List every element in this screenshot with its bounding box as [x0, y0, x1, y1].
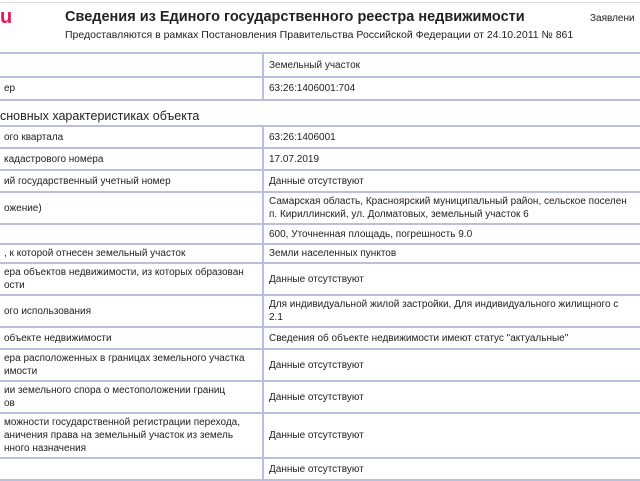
- value-line: 17.07.2019: [269, 153, 320, 165]
- row-value: [263, 148, 640, 170]
- page-title: Сведения из Единого государственного реестра недвижимости: [65, 9, 525, 25]
- label-line: ера расположенных в границах земельного участка: [4, 353, 245, 364]
- table-row: [0, 244, 640, 263]
- value-line: 600, Уточненная площадь, погрешность 9.0: [269, 228, 473, 240]
- row-value: [263, 413, 640, 458]
- row-label: [0, 381, 263, 413]
- label-line: [4, 228, 258, 241]
- table-row: [0, 263, 640, 295]
- header-right-text: Заявлени: [590, 13, 635, 24]
- row-label: [0, 327, 263, 349]
- value-line: 63:26:1406001: [269, 131, 336, 143]
- row-label: [0, 126, 263, 148]
- label-line: ии земельного спора о местоположении границ: [4, 385, 226, 396]
- row-value: [263, 349, 640, 381]
- value-line: Сведения об объекте недвижимости имеют статус "актуальные": [269, 332, 569, 344]
- page-subtitle: Предоставляются в рамках Постановления Правительства Российской Федерации от 24.10.2011 № 861: [65, 29, 574, 41]
- row-value: [263, 295, 640, 327]
- row-value: [263, 381, 640, 413]
- row-label: [0, 53, 263, 77]
- row-label: [0, 224, 263, 244]
- row-label: [0, 192, 263, 224]
- row-label: [0, 413, 263, 458]
- label-line: объекте недвижимости: [4, 332, 112, 344]
- table-row: [0, 170, 640, 192]
- object-table: [0, 52, 640, 101]
- value-line: Для индивидуальной жилой застройки, Для индивидуального жилищного с: [269, 299, 619, 310]
- row-value: [263, 170, 640, 192]
- row-value: [263, 126, 640, 148]
- row-value: Земельный участок: [263, 53, 640, 77]
- label-line: можности государственной регистрации перехода,: [4, 417, 240, 428]
- table-row: [0, 349, 640, 381]
- row-value: [263, 224, 640, 244]
- top-divider: [0, 2, 640, 3]
- label-line: ости: [4, 280, 25, 291]
- logo: u: [0, 6, 13, 28]
- table-row: [0, 413, 640, 458]
- characteristics-table: [0, 125, 640, 481]
- label-line: имости: [4, 366, 38, 377]
- label-line: , к которой отнесен земельный участок: [4, 248, 186, 259]
- row-value: 63:26:1406001:704: [263, 77, 640, 100]
- label-line: ий государственный учетный номер: [4, 175, 171, 187]
- row-label: [0, 244, 263, 263]
- row-value: [263, 263, 640, 295]
- table-row: [0, 53, 640, 77]
- table-row: [0, 381, 640, 413]
- label-line: нного назначения: [4, 443, 87, 454]
- row-value: [263, 192, 640, 224]
- value-line: 2.1: [269, 312, 283, 323]
- table-row: [0, 77, 640, 100]
- table-row: [0, 148, 640, 170]
- table-row: [0, 224, 640, 244]
- row-label: [0, 148, 263, 170]
- value-line: Данные отсутствуют: [269, 273, 364, 285]
- row-label: [0, 295, 263, 327]
- row-value: [263, 327, 640, 349]
- label-line: ого квартала: [4, 131, 64, 143]
- row-value: [263, 244, 640, 263]
- row-label: [0, 458, 263, 480]
- label-line: ожение): [4, 202, 42, 214]
- value-line: Данные отсутствуют: [269, 391, 364, 403]
- label-line: ера объектов недвижимости, из которых образован: [4, 267, 244, 278]
- row-label: [0, 170, 263, 192]
- value-line: Данные отсутствуют: [269, 430, 364, 441]
- value-line: Земли населенных пунктов: [269, 248, 397, 259]
- table-row: [0, 327, 640, 349]
- value-line: п. Кириллинский, ул. Долматовых, земельный участок 6: [269, 209, 529, 220]
- label-line: [4, 463, 258, 476]
- table-row: [0, 192, 640, 224]
- table-row: [0, 458, 640, 480]
- section-title: сновных характеристиках объекта: [0, 109, 200, 123]
- row-value: [263, 458, 640, 480]
- value-line: Самарская область, Красноярский муниципальный район, сельское поселен: [269, 196, 627, 207]
- label-line: ого использования: [4, 305, 92, 317]
- value-line: Данные отсутствуют: [269, 175, 364, 187]
- row-label: [0, 263, 263, 295]
- row-label: ер: [0, 77, 263, 100]
- value-line: Данные отсутствуют: [269, 463, 364, 475]
- label-line: ов: [4, 398, 15, 409]
- label-line: кадастрового номера: [4, 153, 104, 165]
- table-row: [0, 126, 640, 148]
- row-label: [0, 349, 263, 381]
- label-line: аничения права на земельный участок из земель: [4, 430, 234, 441]
- table-row: [0, 295, 640, 327]
- value-line: Данные отсутствуют: [269, 359, 364, 371]
